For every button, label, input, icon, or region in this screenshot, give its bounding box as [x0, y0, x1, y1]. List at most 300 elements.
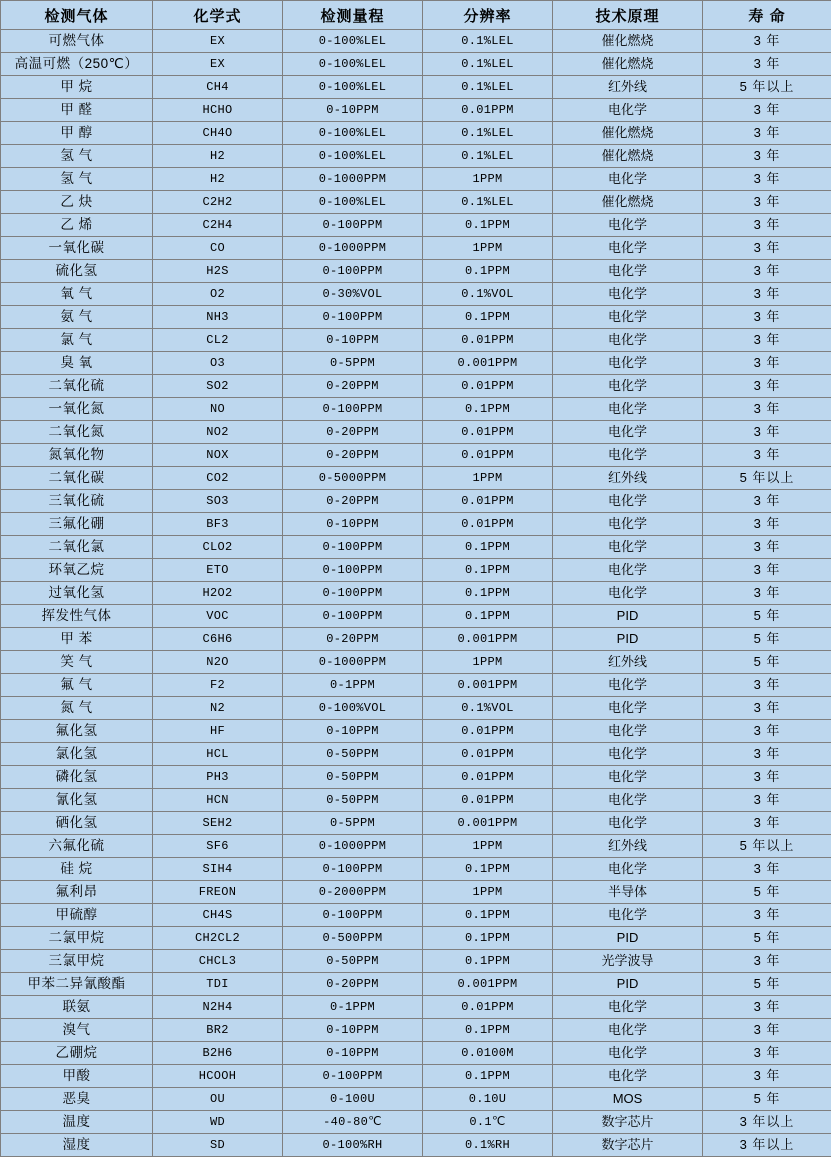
- cell-life: 3 年: [703, 145, 831, 168]
- table-row: [1, 30, 831, 53]
- table-row: [1, 352, 831, 375]
- cell-range: 0-20PPM: [283, 490, 423, 513]
- cell-principle: 电化学: [553, 1065, 703, 1088]
- cell-resolution: 0.01PPM: [423, 329, 553, 352]
- cell-formula: SF6: [153, 835, 283, 858]
- cell-life: 3 年: [703, 536, 831, 559]
- cell-gas: 氢 气: [1, 145, 153, 168]
- cell-range: 0-20PPM: [283, 421, 423, 444]
- cell-formula: NOX: [153, 444, 283, 467]
- cell-gas: 乙 烯: [1, 214, 153, 237]
- column-header-gas: 检测气体: [1, 1, 153, 30]
- table-row: [1, 1134, 831, 1157]
- cell-principle: 红外线: [553, 835, 703, 858]
- cell-gas: 氯 气: [1, 329, 153, 352]
- cell-formula: H2: [153, 145, 283, 168]
- cell-formula: CLO2: [153, 536, 283, 559]
- cell-gas: 磷化氢: [1, 766, 153, 789]
- cell-gas: 臭 氧: [1, 352, 153, 375]
- cell-formula: WD: [153, 1111, 283, 1134]
- cell-principle: 电化学: [553, 674, 703, 697]
- cell-gas: 二氧化氮: [1, 421, 153, 444]
- table-row: [1, 1088, 831, 1111]
- cell-range: 0-10PPM: [283, 1042, 423, 1065]
- cell-range: 0-100%LEL: [283, 76, 423, 99]
- cell-gas: 笑 气: [1, 651, 153, 674]
- table-row: [1, 329, 831, 352]
- cell-range: 0-100%RH: [283, 1134, 423, 1157]
- table-row: [1, 536, 831, 559]
- cell-life: 3 年: [703, 375, 831, 398]
- cell-formula: N2: [153, 697, 283, 720]
- table-row: [1, 1111, 831, 1134]
- cell-gas: 二氯甲烷: [1, 927, 153, 950]
- table-row: [1, 628, 831, 651]
- cell-life: 5 年以上: [703, 76, 831, 99]
- cell-resolution: 1PPM: [423, 168, 553, 191]
- cell-principle: 光学波导: [553, 950, 703, 973]
- cell-resolution: 0.01PPM: [423, 996, 553, 1019]
- cell-life: 5 年: [703, 605, 831, 628]
- cell-formula: O2: [153, 283, 283, 306]
- cell-life: 3 年: [703, 306, 831, 329]
- cell-resolution: 0.01PPM: [423, 375, 553, 398]
- cell-principle: 电化学: [553, 99, 703, 122]
- cell-life: 3 年: [703, 421, 831, 444]
- cell-gas: 甲 烷: [1, 76, 153, 99]
- cell-life: 3 年以上: [703, 1111, 831, 1134]
- cell-principle: 红外线: [553, 467, 703, 490]
- cell-resolution: 1PPM: [423, 467, 553, 490]
- cell-formula: FREON: [153, 881, 283, 904]
- cell-resolution: 0.1PPM: [423, 605, 553, 628]
- table-row: [1, 306, 831, 329]
- cell-life: 3 年: [703, 674, 831, 697]
- table-row: [1, 1019, 831, 1042]
- cell-range: 0-100%LEL: [283, 53, 423, 76]
- cell-range: 0-100PPM: [283, 904, 423, 927]
- cell-gas: 甲苯二异氰酸酯: [1, 973, 153, 996]
- cell-gas: 甲酸: [1, 1065, 153, 1088]
- cell-principle: 电化学: [553, 306, 703, 329]
- cell-formula: N2H4: [153, 996, 283, 1019]
- cell-life: 5 年以上: [703, 467, 831, 490]
- cell-gas: 甲硫醇: [1, 904, 153, 927]
- cell-gas: 三氧化硫: [1, 490, 153, 513]
- cell-resolution: 0.01PPM: [423, 766, 553, 789]
- table-row: [1, 835, 831, 858]
- table-row: [1, 789, 831, 812]
- cell-formula: H2S: [153, 260, 283, 283]
- cell-resolution: 0.1PPM: [423, 950, 553, 973]
- cell-principle: 电化学: [553, 283, 703, 306]
- cell-life: 3 年: [703, 1065, 831, 1088]
- cell-gas: 氨 气: [1, 306, 153, 329]
- cell-resolution: 0.1%RH: [423, 1134, 553, 1157]
- cell-resolution: 0.1PPM: [423, 398, 553, 421]
- cell-resolution: 0.1PPM: [423, 1019, 553, 1042]
- cell-gas: 温度: [1, 1111, 153, 1134]
- cell-resolution: 1PPM: [423, 237, 553, 260]
- cell-range: 0-1000PPM: [283, 168, 423, 191]
- cell-resolution: 0.001PPM: [423, 352, 553, 375]
- cell-range: 0-100%VOL: [283, 697, 423, 720]
- cell-resolution: 0.1PPM: [423, 927, 553, 950]
- cell-gas: 联氨: [1, 996, 153, 1019]
- cell-principle: 催化燃烧: [553, 30, 703, 53]
- cell-resolution: 0.1PPM: [423, 559, 553, 582]
- cell-life: 3 年: [703, 1042, 831, 1065]
- cell-principle: 红外线: [553, 651, 703, 674]
- cell-range: 0-20PPM: [283, 973, 423, 996]
- cell-resolution: 0.1%LEL: [423, 53, 553, 76]
- cell-gas: 一氧化碳: [1, 237, 153, 260]
- cell-gas: 氮氧化物: [1, 444, 153, 467]
- table-row: [1, 697, 831, 720]
- cell-formula: SO3: [153, 490, 283, 513]
- cell-range: 0-1000PPM: [283, 237, 423, 260]
- cell-principle: 电化学: [553, 513, 703, 536]
- cell-resolution: 0.001PPM: [423, 628, 553, 651]
- cell-gas: 甲 醇: [1, 122, 153, 145]
- cell-life: 3 年: [703, 904, 831, 927]
- cell-life: 3 年: [703, 30, 831, 53]
- table-row: [1, 720, 831, 743]
- cell-gas: 恶臭: [1, 1088, 153, 1111]
- cell-principle: 电化学: [553, 697, 703, 720]
- cell-principle: 半导体: [553, 881, 703, 904]
- column-header-formula: 化学式: [153, 1, 283, 30]
- cell-life: 3 年: [703, 352, 831, 375]
- cell-gas: 二氧化氯: [1, 536, 153, 559]
- cell-formula: VOC: [153, 605, 283, 628]
- cell-gas: 乙 炔: [1, 191, 153, 214]
- cell-gas: 乙硼烷: [1, 1042, 153, 1065]
- cell-range: 0-100PPM: [283, 536, 423, 559]
- cell-formula: CL2: [153, 329, 283, 352]
- cell-resolution: 0.1%LEL: [423, 76, 553, 99]
- cell-life: 5 年: [703, 927, 831, 950]
- cell-range: 0-100%LEL: [283, 145, 423, 168]
- cell-gas: 挥发性气体: [1, 605, 153, 628]
- cell-resolution: 0.001PPM: [423, 973, 553, 996]
- table-row: [1, 674, 831, 697]
- cell-formula: SD: [153, 1134, 283, 1157]
- cell-formula: HF: [153, 720, 283, 743]
- table-row: [1, 168, 831, 191]
- cell-range: 0-10PPM: [283, 513, 423, 536]
- table-row: [1, 881, 831, 904]
- cell-resolution: 0.01PPM: [423, 421, 553, 444]
- cell-range: 0-5PPM: [283, 352, 423, 375]
- cell-principle: 电化学: [553, 720, 703, 743]
- cell-life: 5 年: [703, 973, 831, 996]
- cell-resolution: 0.1PPM: [423, 214, 553, 237]
- cell-principle: 电化学: [553, 1019, 703, 1042]
- cell-principle: 电化学: [553, 858, 703, 881]
- cell-principle: 电化学: [553, 1042, 703, 1065]
- table-row: [1, 812, 831, 835]
- cell-range: 0-100PPM: [283, 398, 423, 421]
- cell-formula: SO2: [153, 375, 283, 398]
- cell-life: 3 年: [703, 858, 831, 881]
- cell-range: 0-50PPM: [283, 950, 423, 973]
- table-row: [1, 53, 831, 76]
- cell-principle: 电化学: [553, 996, 703, 1019]
- cell-principle: 催化燃烧: [553, 145, 703, 168]
- cell-resolution: 1PPM: [423, 835, 553, 858]
- cell-life: 3 年: [703, 513, 831, 536]
- cell-range: 0-100PPM: [283, 1065, 423, 1088]
- cell-resolution: 0.0100M: [423, 1042, 553, 1065]
- cell-range: -40-80℃: [283, 1111, 423, 1134]
- cell-gas: 氯化氢: [1, 743, 153, 766]
- cell-principle: 电化学: [553, 490, 703, 513]
- table-row: [1, 490, 831, 513]
- table-row: [1, 582, 831, 605]
- cell-range: 0-30%VOL: [283, 283, 423, 306]
- table-row: [1, 260, 831, 283]
- cell-principle: MOS: [553, 1088, 703, 1111]
- cell-life: 3 年: [703, 168, 831, 191]
- table-row: [1, 1065, 831, 1088]
- cell-formula: CO: [153, 237, 283, 260]
- table-row: [1, 467, 831, 490]
- cell-life: 3 年: [703, 237, 831, 260]
- cell-gas: 氟 气: [1, 674, 153, 697]
- cell-principle: 催化燃烧: [553, 191, 703, 214]
- cell-principle: 电化学: [553, 260, 703, 283]
- cell-range: 0-100PPM: [283, 582, 423, 605]
- cell-resolution: 0.01PPM: [423, 513, 553, 536]
- cell-principle: 电化学: [553, 536, 703, 559]
- table-row: [1, 766, 831, 789]
- cell-formula: ETO: [153, 559, 283, 582]
- table-row: [1, 950, 831, 973]
- cell-range: 0-50PPM: [283, 789, 423, 812]
- cell-life: 3 年: [703, 996, 831, 1019]
- cell-principle: 数字芯片: [553, 1134, 703, 1157]
- cell-resolution: 1PPM: [423, 881, 553, 904]
- cell-formula: HCN: [153, 789, 283, 812]
- table-row: [1, 559, 831, 582]
- cell-gas: 三氯甲烷: [1, 950, 153, 973]
- cell-life: 3 年: [703, 490, 831, 513]
- cell-principle: 催化燃烧: [553, 53, 703, 76]
- cell-principle: 电化学: [553, 375, 703, 398]
- cell-resolution: 0.1PPM: [423, 858, 553, 881]
- table-row: [1, 973, 831, 996]
- cell-formula: CH4: [153, 76, 283, 99]
- cell-life: 5 年以上: [703, 835, 831, 858]
- cell-resolution: 0.1PPM: [423, 582, 553, 605]
- cell-range: 0-1PPM: [283, 996, 423, 1019]
- cell-resolution: 0.1PPM: [423, 536, 553, 559]
- cell-formula: HCL: [153, 743, 283, 766]
- table-header-row: [1, 1, 831, 30]
- table-row: [1, 283, 831, 306]
- cell-formula: C2H4: [153, 214, 283, 237]
- cell-principle: 红外线: [553, 76, 703, 99]
- cell-formula: NO2: [153, 421, 283, 444]
- cell-principle: 催化燃烧: [553, 122, 703, 145]
- cell-range: 0-100%LEL: [283, 191, 423, 214]
- cell-formula: CHCL3: [153, 950, 283, 973]
- cell-resolution: 0.01PPM: [423, 444, 553, 467]
- cell-principle: 电化学: [553, 398, 703, 421]
- column-header-range: 检测量程: [283, 1, 423, 30]
- cell-range: 0-100PPM: [283, 858, 423, 881]
- cell-resolution: 0.01PPM: [423, 99, 553, 122]
- cell-principle: 电化学: [553, 904, 703, 927]
- cell-gas: 一氧化氮: [1, 398, 153, 421]
- cell-gas: 六氟化硫: [1, 835, 153, 858]
- cell-life: 3 年: [703, 191, 831, 214]
- cell-range: 0-1000PPM: [283, 651, 423, 674]
- cell-range: 0-50PPM: [283, 743, 423, 766]
- cell-life: 3 年: [703, 260, 831, 283]
- cell-gas: 氟化氢: [1, 720, 153, 743]
- cell-formula: HCOOH: [153, 1065, 283, 1088]
- column-header-principle: 技术原理: [553, 1, 703, 30]
- cell-formula: O3: [153, 352, 283, 375]
- cell-principle: PID: [553, 628, 703, 651]
- cell-principle: PID: [553, 605, 703, 628]
- cell-range: 0-1000PPM: [283, 835, 423, 858]
- cell-range: 0-10PPM: [283, 1019, 423, 1042]
- cell-range: 0-100%LEL: [283, 30, 423, 53]
- cell-range: 0-100U: [283, 1088, 423, 1111]
- cell-life: 5 年: [703, 1088, 831, 1111]
- cell-life: 3 年: [703, 398, 831, 421]
- cell-life: 3 年: [703, 283, 831, 306]
- cell-gas: 过氧化氢: [1, 582, 153, 605]
- cell-range: 0-20PPM: [283, 444, 423, 467]
- cell-formula: EX: [153, 30, 283, 53]
- cell-formula: C2H2: [153, 191, 283, 214]
- cell-formula: HCHO: [153, 99, 283, 122]
- cell-gas: 氮 气: [1, 697, 153, 720]
- cell-formula: BF3: [153, 513, 283, 536]
- cell-principle: 数字芯片: [553, 1111, 703, 1134]
- cell-formula: TDI: [153, 973, 283, 996]
- cell-resolution: 0.1%VOL: [423, 283, 553, 306]
- cell-range: 0-2000PPM: [283, 881, 423, 904]
- cell-gas: 硅 烷: [1, 858, 153, 881]
- cell-range: 0-500PPM: [283, 927, 423, 950]
- cell-resolution: 0.01PPM: [423, 789, 553, 812]
- table-row: [1, 122, 831, 145]
- cell-gas: 甲 苯: [1, 628, 153, 651]
- cell-life: 3 年: [703, 582, 831, 605]
- cell-life: 3 年: [703, 99, 831, 122]
- table-row: [1, 99, 831, 122]
- cell-principle: 电化学: [553, 766, 703, 789]
- cell-gas: 三氟化硼: [1, 513, 153, 536]
- cell-principle: 电化学: [553, 789, 703, 812]
- table-row: [1, 1042, 831, 1065]
- cell-range: 0-50PPM: [283, 766, 423, 789]
- cell-gas: 高温可燃（250℃）: [1, 53, 153, 76]
- cell-gas: 氟利昂: [1, 881, 153, 904]
- table-row: [1, 904, 831, 927]
- cell-formula: SEH2: [153, 812, 283, 835]
- cell-range: 0-100PPM: [283, 260, 423, 283]
- cell-life: 3 年: [703, 53, 831, 76]
- cell-principle: 电化学: [553, 352, 703, 375]
- cell-range: 0-20PPM: [283, 628, 423, 651]
- table-row: [1, 237, 831, 260]
- cell-resolution: 0.1PPM: [423, 904, 553, 927]
- table-row: [1, 927, 831, 950]
- cell-gas: 氢 气: [1, 168, 153, 191]
- table-body: [1, 30, 831, 1157]
- cell-life: 3 年: [703, 812, 831, 835]
- table-row: [1, 398, 831, 421]
- cell-range: 0-100%LEL: [283, 122, 423, 145]
- cell-range: 0-1PPM: [283, 674, 423, 697]
- cell-range: 0-5PPM: [283, 812, 423, 835]
- cell-life: 3 年: [703, 697, 831, 720]
- cell-principle: 电化学: [553, 444, 703, 467]
- cell-formula: B2H6: [153, 1042, 283, 1065]
- cell-principle: 电化学: [553, 421, 703, 444]
- table-row: [1, 191, 831, 214]
- cell-formula: F2: [153, 674, 283, 697]
- cell-formula: NO: [153, 398, 283, 421]
- cell-gas: 氰化氢: [1, 789, 153, 812]
- cell-formula: SIH4: [153, 858, 283, 881]
- cell-formula: H2O2: [153, 582, 283, 605]
- table-row: [1, 76, 831, 99]
- table-row: [1, 444, 831, 467]
- cell-range: 0-100PPM: [283, 306, 423, 329]
- cell-range: 0-10PPM: [283, 329, 423, 352]
- cell-resolution: 0.1%LEL: [423, 122, 553, 145]
- cell-range: 0-10PPM: [283, 99, 423, 122]
- cell-life: 3 年: [703, 789, 831, 812]
- table-row: [1, 858, 831, 881]
- cell-range: 0-100PPM: [283, 605, 423, 628]
- cell-formula: C6H6: [153, 628, 283, 651]
- cell-gas: 甲 醛: [1, 99, 153, 122]
- cell-life: 3 年: [703, 950, 831, 973]
- cell-range: 0-5000PPM: [283, 467, 423, 490]
- table-row: [1, 375, 831, 398]
- cell-principle: 电化学: [553, 582, 703, 605]
- cell-resolution: 0.1%LEL: [423, 145, 553, 168]
- cell-principle: 电化学: [553, 812, 703, 835]
- cell-resolution: 0.1℃: [423, 1111, 553, 1134]
- cell-gas: 湿度: [1, 1134, 153, 1157]
- table-row: [1, 996, 831, 1019]
- cell-formula: OU: [153, 1088, 283, 1111]
- cell-gas: 二氧化硫: [1, 375, 153, 398]
- cell-resolution: 0.001PPM: [423, 674, 553, 697]
- cell-range: 0-100PPM: [283, 214, 423, 237]
- cell-formula: CO2: [153, 467, 283, 490]
- cell-resolution: 0.1PPM: [423, 306, 553, 329]
- cell-principle: 电化学: [553, 214, 703, 237]
- cell-life: 5 年: [703, 881, 831, 904]
- cell-principle: PID: [553, 927, 703, 950]
- cell-resolution: 0.1%LEL: [423, 30, 553, 53]
- cell-life: 3 年: [703, 214, 831, 237]
- cell-formula: H2: [153, 168, 283, 191]
- cell-principle: 电化学: [553, 168, 703, 191]
- cell-range: 0-20PPM: [283, 375, 423, 398]
- cell-formula: CH2CL2: [153, 927, 283, 950]
